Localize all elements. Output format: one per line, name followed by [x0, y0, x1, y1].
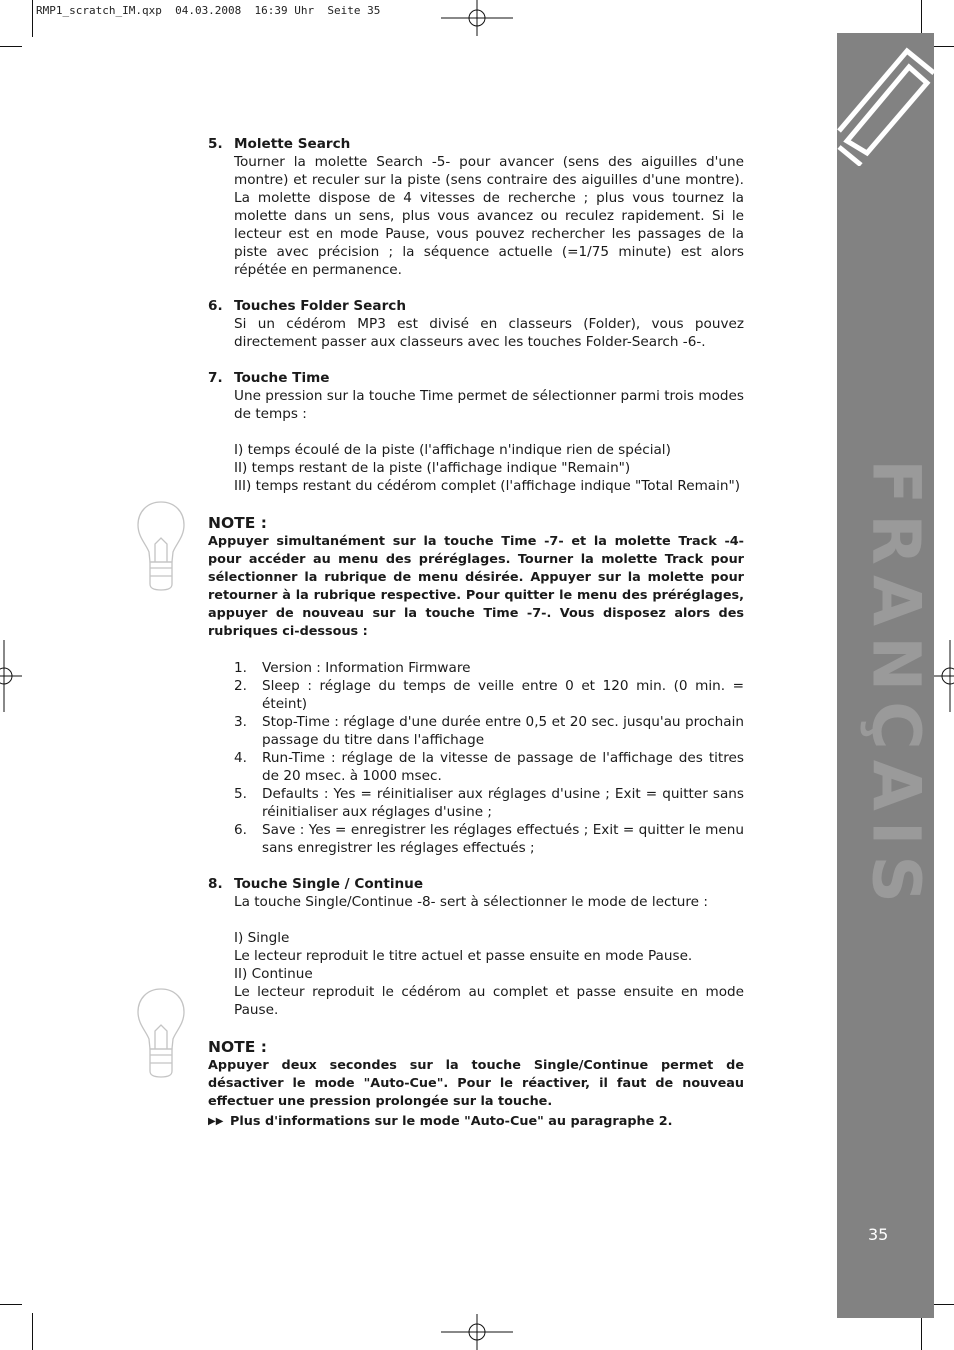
note-reference: [208, 1113, 744, 1131]
time-mode-line: III) temps restant du cédérom complet (l'affichage indique "Total Remain"): [234, 478, 741, 494]
registration-mark-icon: [0, 640, 22, 712]
section-number: 6.: [208, 298, 223, 314]
section-body: [234, 315, 744, 351]
logo-mark-icon: [837, 41, 934, 166]
section-number: 8.: [208, 876, 223, 892]
section-title: Touches Folder Search: [234, 298, 407, 314]
note-box: [208, 513, 744, 641]
mode-line: I) Single: [234, 930, 290, 946]
time-mode-line: I) temps écoulé de la piste (l'affichage n'indique rien de spécial): [234, 442, 671, 458]
crop-mark: [932, 46, 954, 47]
section-body: [234, 893, 744, 1019]
crop-mark: [0, 1304, 22, 1305]
note-title: NOTE :: [208, 1038, 267, 1056]
registration-mark-icon: [441, 1314, 513, 1350]
section-folder-search: [208, 297, 744, 351]
crop-mark: [932, 1304, 954, 1305]
list-text: Run-Time : réglage de la vitesse de passage de l'affichage des titres de 20 msec. à 1000 msec.: [262, 750, 744, 784]
list-text: Save : Yes = enregistrer les réglages effectués ; Exit = quitter le menu sans enregistrer les réglages effectués ;: [262, 822, 744, 856]
registration-mark-icon: [441, 0, 513, 36]
preset-menu-list: [234, 659, 744, 857]
crop-mark: [921, 0, 922, 37]
note-box: [208, 1037, 744, 1131]
list-number: 1.: [234, 660, 247, 676]
list-item: [234, 713, 744, 749]
paragraph: Une pression sur la touche Time permet de sélectionner parmi trois modes de temps :: [234, 388, 744, 422]
section-body: [234, 387, 744, 495]
page-number: 35: [868, 1225, 889, 1244]
section-heading: [208, 369, 744, 387]
lightbulb-icon: [136, 987, 186, 1079]
print-slug: RMP1_scratch_IM.qxp 04.03.2008 16:39 Uhr Seite 35: [36, 4, 381, 17]
paragraph: Tourner la molette Search -5- pour avancer (sens des aiguilles d'une montre) et reculer sur la piste (sens contraire des aiguilles d'une montre). La molette dispose de 4 vitesses de recherche ; plus vous tournez la molette dans un sens, plus vous avancez ou reculez rapidement. Si le lecteur est en mode Pause, vous pouvez rechercher les passages de la piste avec précision ; la séquence actuelle (=1/75 minute) est alors répétée en permanence.: [234, 154, 744, 278]
list-item: [234, 821, 744, 857]
section-touche-time: [208, 369, 744, 495]
list-number: 3.: [234, 714, 247, 730]
section-molette-search: [208, 135, 744, 279]
section-title: Molette Search: [234, 136, 351, 152]
section-number: 5.: [208, 136, 223, 152]
crop-mark: [32, 1313, 33, 1350]
list-item: [234, 749, 744, 785]
registration-mark-icon: [932, 640, 954, 712]
mode-line: Le lecteur reproduit le titre actuel et passe ensuite en mode Pause.: [234, 948, 693, 964]
section-heading: [208, 297, 744, 315]
note-title: NOTE :: [208, 514, 267, 532]
section-body: [234, 153, 744, 279]
note-text: Appuyer simultanément sur la touche Time -7- et la molette Track -4- pour accéder au menu des préréglages. Tourner la molette Track pour sélectionner la rubrique de menu désirée. Appuyer sur la molette pour retourner à la rubrique respective. Pour quitter le menu des préréglages, appuyer de nouveau sur la touche Time -7-. Vous disposez alors des rubriques ci-dessous :: [208, 534, 744, 639]
section-number: 7.: [208, 370, 223, 386]
list-text: Sleep : réglage du temps de veille entre 0 et 120 min. (0 min. = éteint): [262, 678, 744, 712]
note-reference-text: Plus d'informations sur le mode "Auto-Cue" au paragraphe 2.: [230, 1114, 673, 1129]
mode-line: Le lecteur reproduit le cédérom au complet et passe ensuite en mode Pause.: [234, 984, 744, 1018]
paragraph: La touche Single/Continue -8- sert à sélectionner le mode de lecture :: [234, 894, 708, 910]
paragraph: Si un cédérom MP3 est divisé en classeurs (Folder), vous pouvez directement passer aux classeurs avec les touches Folder-Search -6-.: [234, 316, 744, 350]
double-arrow-icon: ▶▶: [208, 1116, 224, 1127]
list-number: 4.: [234, 750, 247, 766]
language-tab-label: FRANÇAIS: [857, 459, 935, 913]
list-number: 6.: [234, 822, 247, 838]
section-title: Touche Time: [234, 370, 330, 386]
list-text: Defaults : Yes = réinitialiser aux réglages d'usine ; Exit = quitter sans réinitialiser aux réglages d'usine ;: [262, 786, 744, 820]
section-heading: [208, 135, 744, 153]
section-title: Touche Single / Continue: [234, 876, 424, 892]
list-item: [234, 677, 744, 713]
section-single-continue: [208, 875, 744, 1019]
crop-mark: [921, 1313, 922, 1350]
list-text: Stop-Time : réglage d'une durée entre 0,5 et 20 sec. jusqu'au prochain passage du titre dans l'affichage: [262, 714, 744, 748]
mode-line: II) Continue: [234, 966, 313, 982]
lightbulb-icon: [136, 500, 186, 592]
list-number: 2.: [234, 678, 247, 694]
section-heading: [208, 875, 744, 893]
list-text: Version : Information Firmware: [262, 660, 471, 676]
list-item: [234, 785, 744, 821]
list-item: [234, 659, 744, 677]
note-text: Appuyer deux secondes sur la touche Single/Continue permet de désactiver le mode "Auto-Cue". Pour le réactiver, il faut de nouveau effectuer une pression prolongée sur la touche.: [208, 1058, 744, 1109]
crop-mark: [0, 46, 22, 47]
crop-mark: [32, 0, 33, 37]
list-number: 5.: [234, 786, 247, 802]
main-content: [208, 135, 744, 1149]
time-mode-line: II) temps restant de la piste (l'affichage indique "Remain"): [234, 460, 631, 476]
